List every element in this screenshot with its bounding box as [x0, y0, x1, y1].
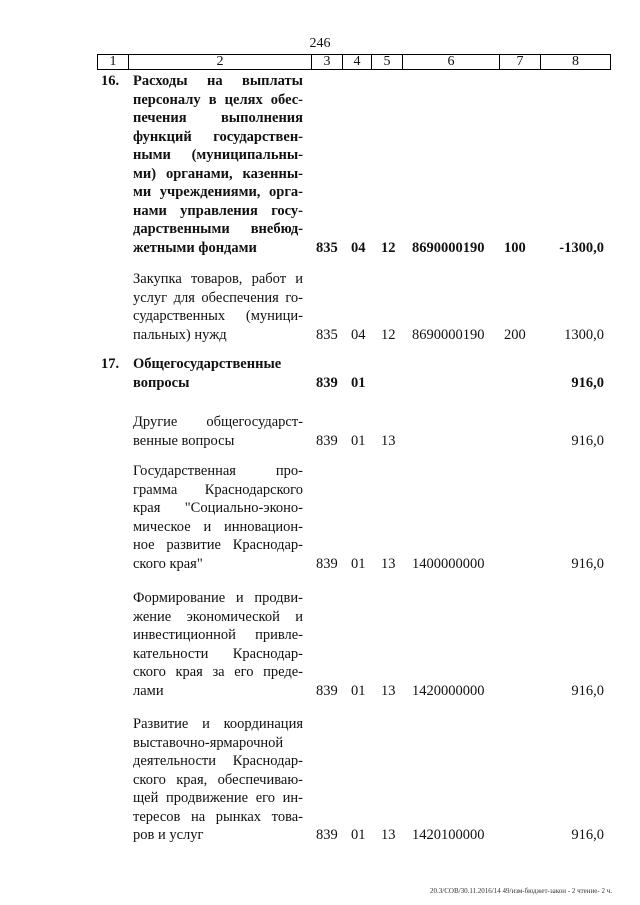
description-line: жетными фондами: [133, 239, 257, 256]
cell-column-6: 8690000190: [412, 326, 485, 343]
cell-column-4: 04: [351, 326, 366, 343]
cell-column-7: 100: [504, 239, 526, 256]
cell-column-6: 1420100000: [412, 827, 485, 843]
cell-column-7: 200: [504, 326, 526, 343]
cell-column-4: 01: [351, 555, 366, 572]
column-header-2: 2: [129, 55, 312, 70]
cell-column-8: 916,0: [571, 374, 604, 391]
description-line: кательности Краснодар-: [133, 645, 303, 662]
description-line: нами управления госу-: [133, 202, 303, 219]
column-header-1: 1: [98, 55, 129, 70]
description-line: услуг для обеспечения го-: [133, 289, 303, 306]
cell-column-8: 1300,0: [564, 326, 604, 343]
cell-column-6: 1400000000: [412, 555, 485, 572]
column-header-8: 8: [541, 55, 611, 70]
description-line: тересов на рынках това-: [133, 808, 303, 825]
description-line: ное развитие Краснодар-: [133, 537, 303, 553]
column-header-4: 4: [343, 55, 372, 70]
description-line: ров и услуг: [133, 827, 204, 843]
description-line: венные вопросы: [133, 432, 235, 449]
cell-column-8: 916,0: [571, 555, 604, 572]
column-header-7: 7: [500, 55, 541, 70]
cell-column-3: 839: [316, 827, 338, 843]
page-number: 246: [309, 36, 331, 51]
description-line: жение экономической и: [133, 608, 303, 625]
description-line: Закупка товаров, работ и: [133, 271, 303, 287]
column-header-5: 5: [372, 55, 403, 70]
column-header-6: 6: [403, 55, 500, 70]
cell-column-3: 839: [316, 682, 338, 699]
row-number: 16.: [101, 73, 120, 89]
cell-column-6: 1420000000: [412, 682, 485, 699]
description-line: мическое и инновацион-: [133, 518, 303, 535]
description-line: деятельности Краснодар-: [133, 753, 303, 769]
column-header-3: 3: [312, 55, 343, 70]
cell-column-4: 01: [351, 827, 366, 843]
row-number: 17.: [101, 356, 120, 372]
description-line: лами: [133, 682, 164, 699]
cell-column-5: 13: [381, 827, 396, 843]
description-line: Расходы на выплаты: [133, 73, 303, 89]
description-line: ными (муниципальны-: [133, 147, 303, 163]
cell-column-6: 8690000190: [412, 239, 485, 256]
column-header-row: [98, 55, 611, 70]
description-line: Формирование и продви-: [133, 590, 303, 606]
description-line: выставочно-ярмарочной: [133, 734, 284, 751]
cell-column-3: 839: [316, 555, 338, 572]
cell-column-4: 01: [351, 682, 366, 699]
cell-column-8: -1300,0: [559, 239, 604, 256]
description-line: Другие общегосударст-: [133, 414, 303, 430]
description-line: грамма Краснодарского: [133, 481, 303, 498]
cell-column-8: 916,0: [571, 827, 604, 843]
description-line: дарственными внебюд-: [133, 221, 303, 237]
description-line: ского края, обеспечиваю-: [133, 771, 303, 788]
description-line: Государственная про-: [133, 463, 303, 479]
cell-column-3: 835: [316, 239, 338, 256]
description-line: ского края": [133, 555, 203, 572]
cell-column-5: 13: [381, 555, 396, 572]
cell-column-4: 04: [351, 239, 366, 256]
description-line: печения выполнения: [133, 110, 303, 126]
cell-column-5: 12: [381, 326, 396, 343]
cell-column-5: 13: [381, 682, 396, 699]
description-line: функций государствен-: [133, 128, 303, 145]
cell-column-8: 916,0: [571, 682, 604, 699]
cell-column-4: 01: [351, 432, 366, 449]
description-line: Общегосударственные: [133, 356, 282, 372]
description-line: ми) органами, казенны-: [133, 165, 303, 182]
column-header-table: [97, 54, 611, 70]
description-line: вопросы: [133, 374, 190, 391]
description-line: ского края за его преде-: [133, 664, 303, 680]
description-line: инвестиционной привле-: [133, 627, 303, 643]
cell-column-3: 839: [316, 432, 338, 449]
description-line: края "Социально-эконо-: [133, 500, 303, 516]
cell-column-5: 13: [381, 432, 396, 449]
footer-path: 20.З/СОВ/30.11.2016/14 49/изм-бюджет-закон - 2 чтение- 2 ч.: [430, 887, 612, 895]
description-line: персоналу в целях обес-: [133, 91, 303, 108]
description-line: сударственных (муници-: [133, 308, 303, 324]
cell-column-8: 916,0: [571, 432, 604, 449]
description-line: щей продвижение его ин-: [133, 790, 303, 806]
description-line: Развитие и координация: [133, 716, 303, 732]
cell-column-4: 01: [351, 374, 366, 391]
description-line: пальных) нужд: [133, 326, 227, 343]
cell-column-3: 839: [316, 374, 338, 391]
description-line: ми учреждениями, орга-: [133, 184, 303, 200]
cell-column-3: 835: [316, 326, 338, 343]
cell-column-5: 12: [381, 239, 396, 256]
